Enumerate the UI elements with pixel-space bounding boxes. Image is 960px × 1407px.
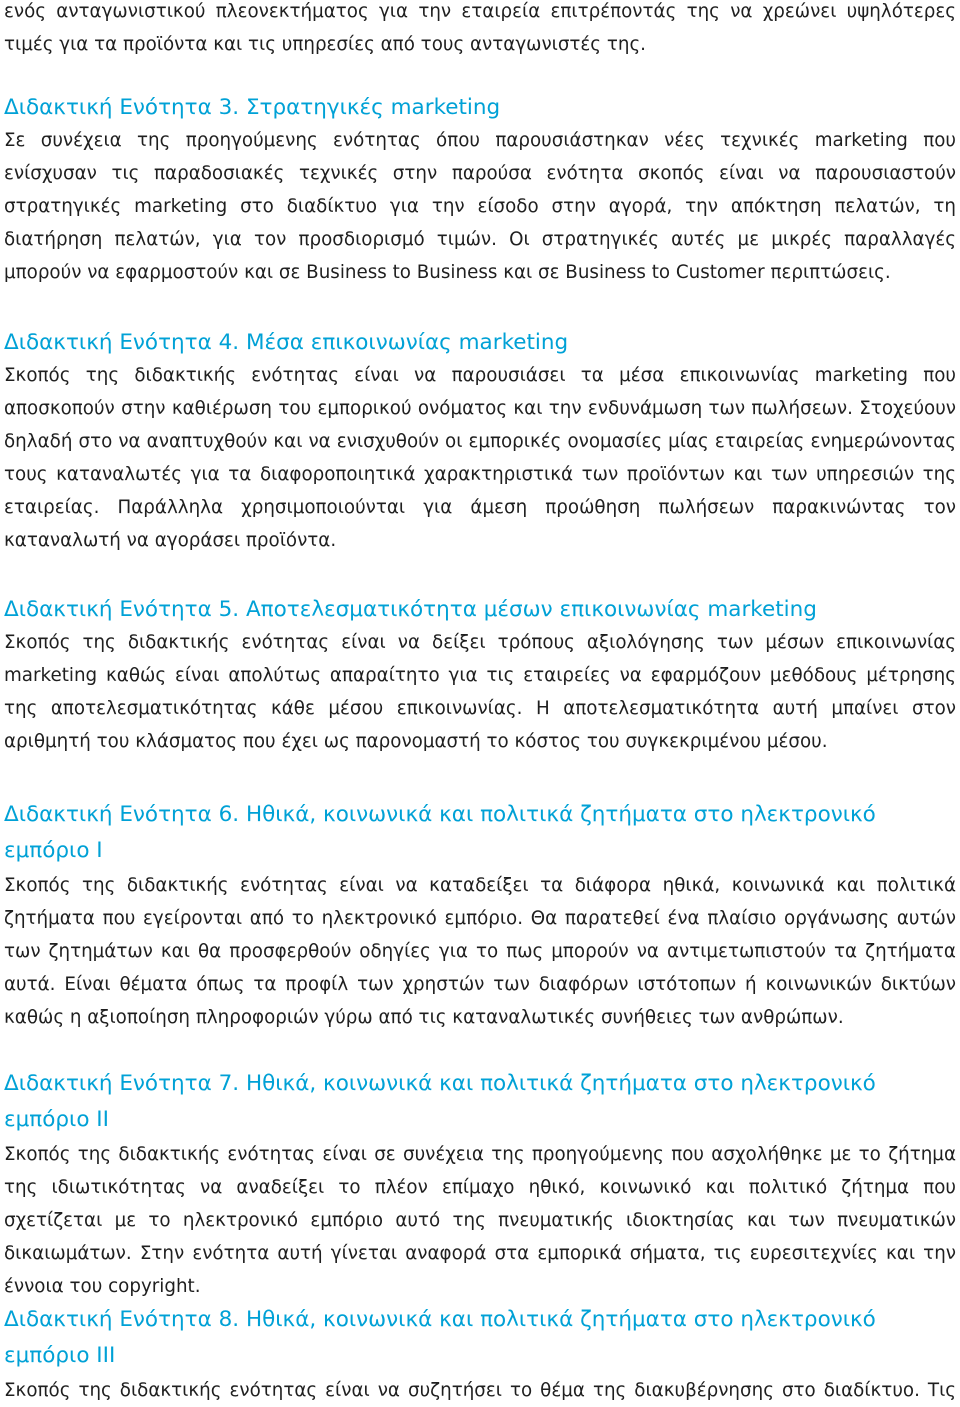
section-6 <box>4 797 956 1034</box>
section-heading: Διδακτική Ενότητα 6. Ηθικά, κοινωνικά και πολιτικά ζητήματα στο ηλεκτρονικό εμπόριο I <box>4 802 876 863</box>
section-heading: Διδακτική Ενότητα 7. Ηθικά, κοινωνικά και πολιτικά ζητήματα στο ηλεκτρονικό εμπόριο II <box>4 1071 876 1132</box>
section-body: Σκοπός της διδακτικής ενότητας είναι σε συνέχεια της προηγούμενης που ασχολήθηκε με το ζήτημα της ιδιωτικότητας να αναδείξει το πλέον επίμαχο ηθικό, κοινωνικό και πολιτικό ζήτημα που σχετίζεται με το ηλεκτρονικό εμπόριο αυτό της πνευματικής ιδιοκτησίας και των πνευματικών δικαιωμάτων. Στην ενότητα αυτή γίνεται αναφορά στα εμπορικά σήματα, τις ευρεσιτεχνίες και την έννοια του copyright. <box>4 1144 956 1297</box>
section-body: Σκοπός της διδακτικής ενότητας είναι να καταδείξει τα διάφορα ηθικά, κοινωνικά και πολιτικά ζητήματα που εγείρονται από το ηλεκτρονικό εμπόριο. Θα παρατεθεί ένα πλαίσιο οργάνωσης αυτών των ζητημάτων και θα προσφερθούν οδηγίες για το πως μπορούν να αντιμετωπιστούν τα ζητήματα αυτά. Είναι θέματα όπως τα προφίλ των χρηστών των διαφόρων ιστότοπων ή κοινωνικών δικτύων καθώς η αξιοποίηση πληροφοριών γύρω από τις καταναλωτικές συνήθειες των ανθρώπων. <box>4 875 956 1028</box>
section-heading: Διδακτική Ενότητα 5. Αποτελεσματικότητα μέσων επικοινωνίας marketing <box>4 597 817 622</box>
section-heading: Διδακτική Ενότητα 8. Ηθικά, κοινωνικά και πολιτικά ζητήματα στο ηλεκτρονικό εμπόριο III <box>4 1307 876 1368</box>
section-8 <box>4 1302 956 1407</box>
section-5 <box>4 593 956 758</box>
section-7 <box>4 1066 956 1303</box>
section-3 <box>4 91 956 289</box>
section-body: Σε συνέχεια της προηγούμενης ενότητας όπου παρουσιάστηκαν νέες τεχνικές marketing που ενίσχυσαν τις παραδοσιακές τεχνικές στην παρούσα ενότητα σκοπός είναι να παρουσιαστούν στρατηγικές marketing στο διαδίκτυο για την είσοδο στην αγορά, την απόκτηση πελατών, τη διατήρηση πελατών, για τον προσδιορισμό τιμών. Οι στρατηγικές αυτές με μικρές παραλλαγές μπορούν να εφαρμοστούν και σε Business to Business και σε Business to Customer περιπτώσεις. <box>4 130 956 283</box>
section-body: Σκοπός της διδακτικής ενότητας είναι να συζητήσει το θέμα της διακυβέρνησης στο διαδίκτυο. Τις <box>4 1380 956 1401</box>
section-body: Σκοπός της διδακτικής ενότητας είναι να παρουσιάσει τα μέσα επικοινωνίας marketing που αποσκοπούν στην καθιέρωση του εμπορικού ονόματος και την ενδυνάμωση των πωλήσεων. Στοχεύουν δηλαδή στο να αναπτυχθούν και να ενισχυθούν οι εμπορικές ονομασίες μίας εταιρείας ενημερώνοντας τους καταναλωτές για τα διαφοροποιητικά χαρακτηριστικά των προϊόντων και των υπηρεσιών της εταιρείας. Παράλληλα χρησιμοποιούνται για άμεση προώθηση πωλήσεων παρακινώντας τον καταναλωτή να αγοράσει προϊόντα. <box>4 365 956 551</box>
section-heading: Διδακτική Ενότητα 3. Στρατηγικές marketing <box>4 95 501 120</box>
intro-paragraph: ενός ανταγωνιστικού πλεονεκτήματος για την εταιρεία επιτρέποντάς της να χρεώνει υψηλότερες τιμές για τα προϊόντα και τις υπηρεσίες από τους ανταγωνιστές της. <box>4 1 956 55</box>
section-4 <box>4 326 956 557</box>
section-heading: Διδακτική Ενότητα 4. Μέσα επικοινωνίας marketing <box>4 330 569 355</box>
section-body: Σκοπός της διδακτικής ενότητας είναι να δείξει τρόπους αξιολόγησης των μέσων επικοινωνίας marketing καθώς είναι απολύτως απαραίτητο για τις εταιρείες να εφαρμόζουν μεθόδους μέτρησης της αποτελεσματικότητας κάθε μέσου επικοινωνίας. Η αποτελεσματικότητα αυτή μπαίνει στον αριθμητή του κλάσματος που έχει ως παρονομαστή το κόστος του συγκεκριμένου μέσου. <box>4 632 956 752</box>
